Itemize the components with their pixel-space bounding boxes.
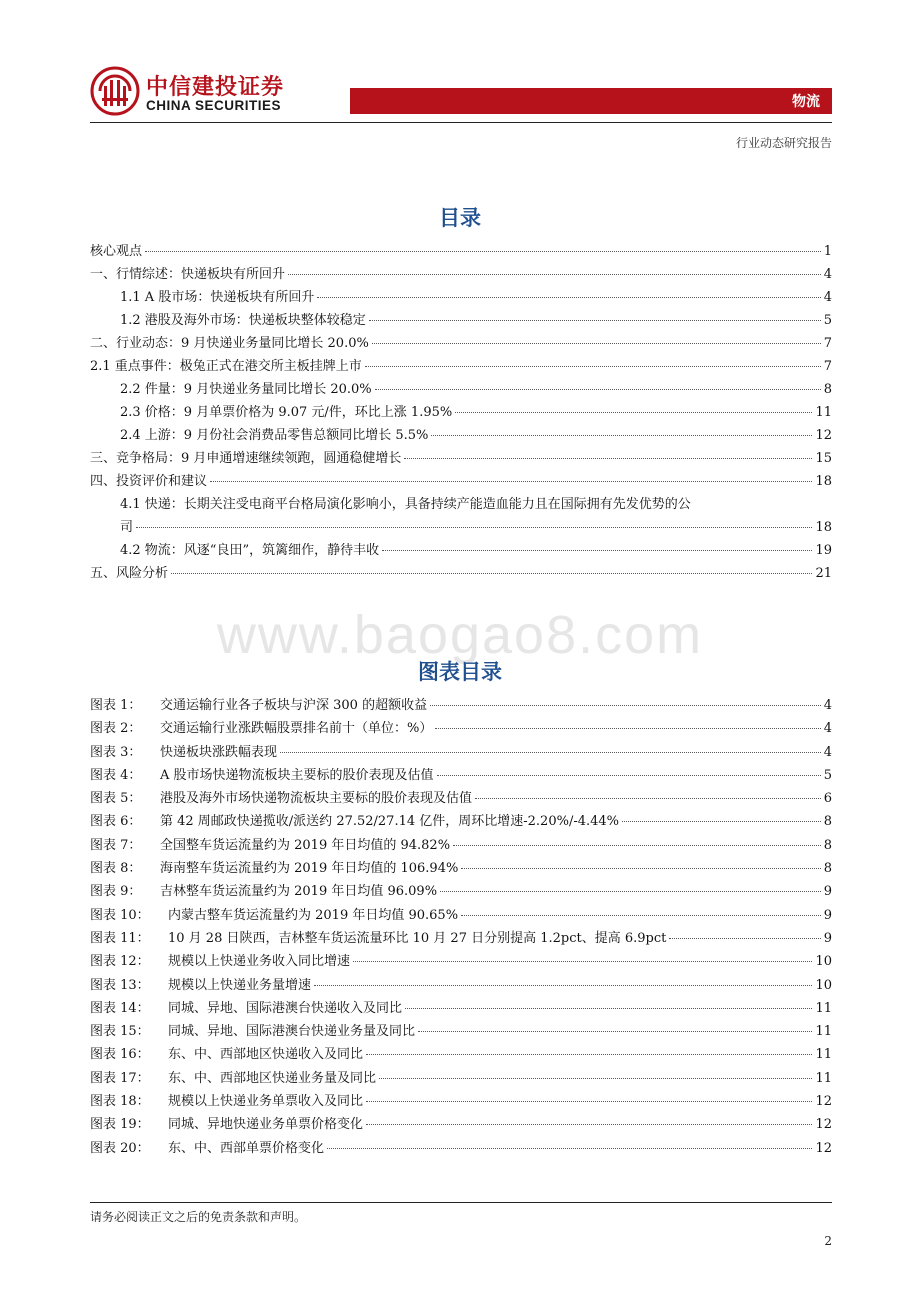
toc-entry[interactable] — [90, 263, 832, 286]
toc-entry-page: 5 — [823, 313, 832, 328]
figure-page: 11 — [815, 1070, 832, 1086]
figure-title: 东、中、西部地区快递收入及同比 — [168, 1047, 364, 1063]
toc-entry-page: 4 — [823, 267, 832, 282]
figure-entry[interactable] — [90, 741, 832, 764]
figure-page: 9 — [823, 930, 832, 946]
china-securities-logo-icon — [90, 66, 140, 116]
brand-name-cn: 中信建投证券 — [146, 75, 285, 100]
figure-title: 同城、异地快递业务单票价格变化 — [168, 1117, 364, 1133]
figure-page: 10 — [815, 954, 832, 970]
figure-title: 10 月 28 日陕西，吉林整车货运流量环比 10 月 27 日分别提高 1.2pct、提高 6.9pct — [168, 930, 667, 946]
category-bar — [350, 88, 832, 114]
toc-title: 目录 — [439, 206, 481, 230]
toc-entry-label: 二、行业动态：9 月快递业务量同比增长 20.0% — [90, 336, 369, 351]
toc-entry[interactable] — [90, 286, 832, 309]
figure-title: 海南整车货运流量约为 2019 年日均值的 106.94% — [160, 861, 459, 877]
figures-title: 图表目录 — [418, 660, 502, 684]
dot-leader — [280, 752, 821, 753]
category-label: 物流 — [792, 94, 820, 110]
figure-list — [90, 694, 832, 1160]
toc-entry[interactable] — [90, 378, 832, 401]
toc-entry[interactable] — [90, 562, 832, 585]
disclaimer-note: 请务必阅读正文之后的免责条款和声明。 — [90, 1210, 307, 1224]
dot-leader — [440, 891, 821, 892]
figure-title: 东、中、西部地区快递业务量及同比 — [168, 1070, 377, 1086]
dot-leader — [404, 458, 812, 459]
figure-title: 内蒙古整车货运流量约为 2019 年日均值 90.65% — [168, 907, 459, 923]
toc-entry-label: 2.3 价格：9 月单票价格为 9.07 元/件，环比上涨 1.95% — [120, 405, 453, 420]
toc-entry[interactable] — [90, 401, 832, 424]
figure-title: 同城、异地、国际港澳台快递业务量及同比 — [168, 1024, 416, 1040]
toc-entry-page: 1 — [823, 244, 832, 259]
figure-number: 图表 2： — [90, 721, 142, 737]
dot-leader — [418, 1031, 812, 1032]
figure-title: 规模以上快递业务收入同比增速 — [168, 954, 351, 970]
figure-entry[interactable] — [90, 764, 832, 787]
figure-page: 12 — [815, 1117, 832, 1133]
toc-entry-page: 18 — [815, 520, 832, 535]
table-of-contents — [90, 240, 832, 585]
dot-leader — [475, 798, 821, 799]
toc-entry-label: 2.1 重点事件：极兔正式在港交所主板挂牌上市 — [90, 359, 362, 374]
dot-leader — [210, 481, 812, 482]
dot-leader — [455, 412, 812, 413]
figure-entry[interactable] — [90, 694, 832, 717]
toc-entry-page: 7 — [823, 336, 832, 351]
figure-title: 吉林整车货运流量约为 2019 年日均值 96.09% — [160, 884, 438, 900]
figure-page: 8 — [823, 837, 832, 853]
dot-leader — [327, 1148, 812, 1149]
toc-entry-label: 4.1 快递：长期关注受电商平台格局演化影响小，具备持续产能造血能力且在国际拥有先发优势的公 — [120, 497, 691, 512]
figure-number: 图表 3： — [90, 744, 142, 760]
figure-entry[interactable] — [90, 1043, 832, 1066]
brand-name-en: CHINA SECURITIES — [146, 98, 282, 113]
figure-number: 图表 1： — [90, 698, 142, 713]
dot-leader — [136, 527, 812, 528]
toc-entry-label: 五、风险分析 — [90, 566, 169, 581]
figure-title: 第 42 周邮政快递揽收/派送约 27.52/27.14 亿件，周环比增速-2.20%/-4.44% — [160, 814, 620, 830]
dot-leader — [461, 915, 821, 916]
dot-leader — [375, 389, 821, 390]
toc-entry-page: 18 — [815, 474, 832, 489]
figure-number: 图表 19： — [90, 1117, 150, 1133]
toc-entry-label: 四、投资评价和建议 — [90, 474, 208, 489]
dot-leader — [431, 435, 812, 436]
figure-entry[interactable] — [90, 787, 832, 810]
toc-entry-label: 2.4 上游：9 月份社会消费品零售总额同比增长 5.5% — [120, 428, 429, 443]
dot-leader — [372, 343, 821, 344]
figure-number: 图表 13： — [90, 977, 150, 993]
toc-entry-page: 15 — [815, 451, 832, 466]
toc-entry-label: 4.2 物流：风逐“良田”，筑篱细作，静待丰收 — [120, 543, 380, 558]
figure-page: 9 — [823, 907, 832, 923]
dot-leader — [369, 320, 821, 321]
toc-entry-page: 11 — [815, 405, 832, 420]
figure-page: 8 — [823, 814, 832, 830]
dot-leader — [461, 868, 820, 869]
dot-leader — [669, 938, 820, 939]
figure-entry[interactable] — [90, 1113, 832, 1136]
toc-entry-label: 三、竞争格局：9 月申通增速继续领跑，圆通稳健增长 — [90, 451, 402, 466]
toc-entry[interactable] — [90, 539, 832, 562]
toc-entry-page: 4 — [823, 290, 832, 305]
figure-page: 11 — [815, 1000, 832, 1016]
toc-entry[interactable] — [90, 447, 832, 470]
figure-title: 规模以上快递业务量增速 — [168, 977, 312, 993]
figure-title: 交通运输行业各子板块与沪深 300 的超额收益 — [160, 698, 428, 713]
toc-entry[interactable] — [90, 355, 832, 378]
dot-leader — [379, 1078, 812, 1079]
dot-leader — [430, 705, 821, 706]
figure-title: 港股及海外市场快递物流板块主要标的股价表现及估值 — [160, 791, 473, 807]
figure-title: 快递板块涨跌幅表现 — [160, 744, 278, 760]
toc-entry[interactable] — [90, 424, 832, 447]
toc-entry-label-cont: 司 — [120, 520, 134, 535]
toc-entry-page: 12 — [815, 428, 832, 443]
toc-entry-label: 1.1 A 股市场：快递板块有所回升 — [120, 290, 315, 305]
dot-leader — [366, 1101, 812, 1102]
figure-number: 图表 9： — [90, 884, 142, 900]
figure-entry[interactable] — [90, 927, 832, 950]
figure-number: 图表 8： — [90, 861, 142, 877]
figure-title: 交通运输行业涨跌幅股票排名前十（单位：%） — [160, 721, 433, 737]
figure-number: 图表 20： — [90, 1140, 150, 1156]
figure-entry[interactable] — [90, 834, 832, 857]
header-divider — [90, 122, 832, 123]
report-type: 行业动态研究报告 — [735, 136, 832, 150]
toc-entry[interactable] — [90, 240, 832, 263]
figure-entry[interactable] — [90, 974, 832, 997]
figure-number: 图表 15： — [90, 1024, 150, 1040]
figure-page: 8 — [823, 861, 832, 877]
figure-entry[interactable] — [90, 1067, 832, 1090]
toc-entry-label: 核心观点 — [90, 244, 143, 259]
figure-entry[interactable] — [90, 810, 832, 833]
toc-entry-page: 8 — [823, 382, 832, 397]
figure-number: 图表 16： — [90, 1047, 150, 1063]
dot-leader — [365, 366, 821, 367]
toc-entry-page: 21 — [815, 566, 832, 581]
figure-number: 图表 11： — [90, 930, 150, 946]
footer-divider — [90, 1202, 832, 1203]
figure-page: 9 — [823, 884, 832, 900]
figure-title: 全国整车货运流量约为 2019 年日均值的 94.82% — [160, 837, 451, 853]
figure-number: 图表 17： — [90, 1070, 150, 1086]
toc-entry-page: 7 — [823, 359, 832, 374]
dot-leader — [382, 550, 812, 551]
figure-entry[interactable] — [90, 717, 832, 740]
figure-entry[interactable] — [90, 857, 832, 880]
figure-entry[interactable] — [90, 1090, 832, 1113]
report-header — [0, 0, 920, 150]
toc-entry-page: 19 — [815, 543, 832, 558]
watermark: www.baogao8.com — [216, 605, 704, 665]
dot-leader — [145, 251, 821, 252]
figure-page: 4 — [823, 698, 832, 713]
toc-entry-label: 2.2 件量：9 月快递业务量同比增长 20.0% — [120, 382, 372, 397]
figure-number: 图表 7： — [90, 837, 142, 853]
figure-entry[interactable] — [90, 1020, 832, 1043]
dot-leader — [435, 728, 820, 729]
figure-page: 11 — [815, 1047, 832, 1063]
figure-number: 图表 18： — [90, 1094, 150, 1110]
toc-entry[interactable] — [90, 493, 832, 539]
dot-leader — [288, 274, 821, 275]
figure-page: 4 — [823, 721, 832, 737]
dot-leader — [622, 821, 821, 822]
figure-title: 东、中、西部单票价格变化 — [168, 1140, 325, 1156]
figure-page: 12 — [815, 1140, 832, 1156]
toc-entry-label: 1.2 港股及海外市场：快递板块整体较稳定 — [120, 313, 366, 328]
figure-entry[interactable] — [90, 880, 832, 903]
toc-entry[interactable] — [90, 309, 832, 332]
figure-title: A 股市场快递物流板块主要标的股价表现及估值 — [160, 767, 434, 783]
figure-page: 6 — [823, 791, 832, 807]
dot-leader — [171, 573, 812, 574]
toc-entry[interactable] — [90, 470, 832, 493]
figure-number: 图表 10： — [90, 907, 150, 923]
dot-leader — [317, 297, 820, 298]
toc-entry[interactable] — [90, 332, 832, 355]
figure-number: 图表 5： — [90, 791, 142, 807]
figure-entry[interactable] — [90, 997, 832, 1020]
dot-leader — [366, 1054, 812, 1055]
figure-page: 10 — [815, 977, 832, 993]
figure-page: 5 — [823, 767, 832, 783]
dot-leader — [453, 845, 821, 846]
figure-number: 图表 4： — [90, 767, 142, 783]
figure-title: 同城、异地、国际港澳台快递收入及同比 — [168, 1000, 403, 1016]
figure-number: 图表 6： — [90, 814, 142, 830]
dot-leader — [314, 985, 812, 986]
figure-number: 图表 14： — [90, 1000, 150, 1016]
toc-entry-label: 一、行情综述：快递板块有所回升 — [90, 267, 286, 282]
figure-entry[interactable] — [90, 1137, 832, 1160]
dot-leader — [437, 775, 821, 776]
figure-number: 图表 12： — [90, 954, 150, 970]
dot-leader — [366, 1124, 812, 1125]
page-number: 2 — [824, 1234, 832, 1248]
dot-leader — [353, 961, 812, 962]
figure-page: 12 — [815, 1094, 832, 1110]
dot-leader — [405, 1008, 812, 1009]
figure-entry[interactable] — [90, 950, 832, 973]
figure-page: 11 — [815, 1024, 832, 1040]
figure-page: 4 — [823, 744, 832, 760]
figure-title: 规模以上快递业务单票收入及同比 — [168, 1094, 364, 1110]
figure-entry[interactable] — [90, 904, 832, 927]
